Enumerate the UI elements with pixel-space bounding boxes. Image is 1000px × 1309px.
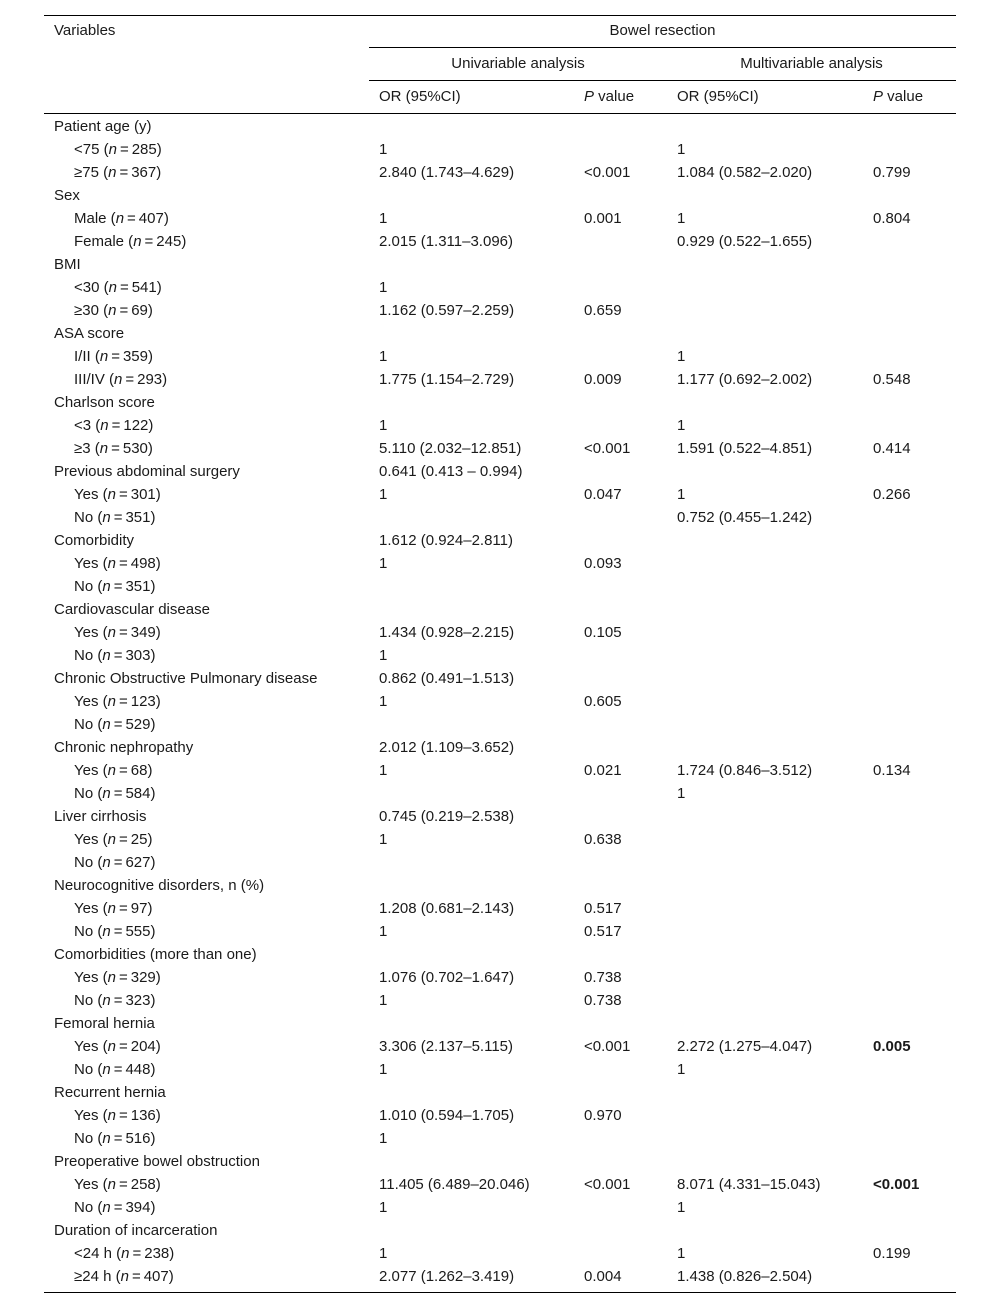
table-section-row: [44, 460, 956, 483]
table-row: [44, 920, 956, 943]
section-label: Preoperative bowel obstruction: [54, 1153, 260, 1170]
multi-p-cell: 0.804: [873, 210, 911, 227]
multi-or-cell: 1: [677, 210, 686, 227]
uni-or-cell: 2.840 (1.743–4.629): [379, 164, 515, 181]
uni-or-cell: 2.012 (1.109–3.652): [379, 739, 515, 756]
uni-p-cell: 0.970: [584, 1107, 622, 1124]
table-row: [44, 1196, 956, 1219]
n-count: 285: [131, 141, 157, 158]
n-count: 68: [130, 762, 148, 779]
table-row: [44, 345, 956, 368]
multi-or-cell: 1: [677, 1199, 686, 1216]
category-label: Yes (n = 329): [74, 969, 161, 986]
uni-or-cell: 1.076 (0.702–1.647): [379, 969, 515, 986]
header-uni-or: OR (95%CI): [379, 88, 461, 105]
multi-p-cell: 0.414: [873, 440, 911, 457]
category-label: No (n = 394): [74, 1199, 156, 1216]
uni-or-cell: 0.745 (0.219–2.538): [379, 808, 515, 825]
uni-or-cell: 3.306 (2.137–5.115): [379, 1038, 513, 1055]
n-count: 136: [130, 1107, 156, 1124]
n-count: 69: [131, 302, 148, 319]
header-multi-or: OR (95%CI): [677, 88, 759, 105]
n-count: 351: [125, 578, 151, 595]
category-label: No (n = 529): [74, 716, 156, 733]
n-count: 359: [122, 348, 148, 365]
table-row: [44, 299, 956, 322]
uni-p-cell: 0.004: [584, 1268, 622, 1285]
multi-or-cell: 1: [677, 785, 686, 802]
section-label: Charlson score: [54, 394, 155, 411]
n-count: 584: [125, 785, 151, 802]
n-count: 448: [125, 1061, 151, 1078]
n-count: 238: [144, 1245, 170, 1262]
table-row: [44, 828, 956, 851]
category-label: Yes (n = 68): [74, 762, 153, 779]
uni-or-cell: 1.434 (0.928–2.215): [379, 624, 515, 641]
section-label: Cardiovascular disease: [54, 601, 210, 618]
uni-or-cell: 1: [379, 486, 388, 503]
section-label: Neurocognitive disorders, n (%): [54, 877, 265, 894]
table-row: [44, 552, 956, 575]
uni-p-cell: 0.047: [584, 486, 622, 503]
category-label: Yes (n = 25): [74, 831, 153, 848]
multi-p-cell: 0.134: [873, 762, 911, 779]
category-label: No (n = 323): [74, 992, 156, 1009]
uni-p-cell: 0.001: [584, 210, 622, 227]
n-count: 97: [130, 900, 148, 917]
category-label: <24 h (n = 238): [74, 1245, 175, 1262]
table-section-row: [44, 322, 956, 345]
category-label: No (n = 448): [74, 1061, 156, 1078]
multi-p-cell: 0.266: [873, 486, 911, 503]
table-row: [44, 1127, 956, 1150]
multi-or-cell: 1: [677, 417, 686, 434]
uni-p-cell: 0.093: [584, 555, 622, 572]
category-label: No (n = 303): [74, 647, 156, 664]
category-label: ≥24 h (n = 407): [74, 1268, 174, 1285]
category-label: III/IV (n = 293): [74, 371, 168, 388]
section-label: Comorbidities (more than one): [54, 946, 257, 963]
uni-or-cell: 1.612 (0.924–2.811): [379, 532, 513, 549]
table-row: [44, 759, 956, 782]
table-section-row: [44, 598, 956, 621]
table-row: [44, 1242, 956, 1265]
n-count: 258: [130, 1176, 156, 1193]
section-label: Sex: [54, 187, 80, 204]
category-label: Male (n = 407): [74, 210, 169, 227]
category-label: <30 (n = 541): [74, 279, 162, 296]
bottom-rule: [44, 1292, 956, 1293]
multi-or-cell: 1.724 (0.846–3.512): [677, 762, 813, 779]
table-section-row: [44, 943, 956, 966]
n-count: 25: [130, 831, 148, 848]
category-label: Yes (n = 498): [74, 555, 161, 572]
table-row: [44, 989, 956, 1012]
multi-or-cell: 0.752 (0.455–1.242): [677, 509, 813, 526]
table-row: [44, 1104, 956, 1127]
section-label: Chronic nephropathy: [54, 739, 194, 756]
uni-or-cell: 1: [379, 831, 388, 848]
multi-or-cell: 8.071 (4.331–15.043): [677, 1176, 821, 1193]
category-label: Yes (n = 123): [74, 693, 161, 710]
uni-p-cell: <0.001: [584, 1038, 631, 1055]
uni-or-cell: 1: [379, 210, 388, 227]
table-section-row: [44, 184, 956, 207]
multi-p-cell: 0.199: [873, 1245, 911, 1262]
table-row: [44, 276, 956, 299]
multi-or-cell: 2.272 (1.275–4.047): [677, 1038, 813, 1055]
header-univariable: Univariable analysis: [451, 55, 585, 72]
uni-p-cell: 0.605: [584, 693, 622, 710]
n-count: 303: [125, 647, 151, 664]
table-row: [44, 966, 956, 989]
header-variables: Variables: [54, 22, 116, 39]
uni-p-cell: 0.738: [584, 969, 622, 986]
n-count: 516: [125, 1130, 151, 1147]
n-count: 204: [130, 1038, 156, 1055]
section-label: Comorbidity: [54, 532, 135, 549]
section-label: Previous abdominal surgery: [54, 463, 240, 480]
header-uni-p: P value: [584, 88, 635, 105]
n-count: 367: [131, 164, 157, 181]
table-row: [44, 414, 956, 437]
multi-or-cell: 1.084 (0.582–2.020): [677, 164, 813, 181]
n-count: 555: [125, 923, 151, 940]
multi-p-cell: 0.548: [873, 371, 911, 388]
uni-p-cell: 0.638: [584, 831, 622, 848]
table-row: [44, 575, 956, 598]
section-label: ASA score: [54, 325, 125, 342]
table-row: [44, 621, 956, 644]
table-row: [44, 207, 956, 230]
category-label: Female (n = 245): [74, 233, 187, 250]
n-count: 530: [122, 440, 148, 457]
n-count: 529: [125, 716, 151, 733]
n-count: 329: [130, 969, 156, 986]
section-label: Femoral hernia: [54, 1015, 155, 1032]
table-section-row: [44, 1150, 956, 1173]
table-row: [44, 1265, 956, 1288]
table-section-row: [44, 391, 956, 414]
category-label: Yes (n = 258): [74, 1176, 161, 1193]
n-count: 293: [137, 371, 163, 388]
header-bottom-rule: [44, 113, 956, 114]
multi-or-cell: 1: [677, 1245, 686, 1262]
n-count: 498: [130, 555, 156, 572]
category-label: Yes (n = 349): [74, 624, 161, 641]
section-label: BMI: [54, 256, 81, 273]
category-label: ≥3 (n = 530): [74, 440, 153, 457]
multi-or-cell: 1: [677, 141, 686, 158]
section-label: Chronic Obstructive Pulmonary disease: [54, 670, 318, 687]
uni-or-cell: 1: [379, 1245, 388, 1262]
category-label: No (n = 351): [74, 509, 156, 526]
table-row: [44, 1035, 956, 1058]
uni-p-cell: 0.517: [584, 923, 622, 940]
uni-p-cell: 0.659: [584, 302, 622, 319]
top-rule: [44, 15, 956, 16]
header-bowel-resection: Bowel resection: [609, 22, 716, 39]
n-count: 541: [131, 279, 157, 296]
multi-p-cell: 0.005: [873, 1038, 911, 1055]
n-count: 122: [123, 417, 149, 434]
uni-or-cell: 1.208 (0.681–2.143): [379, 900, 515, 917]
category-label: No (n = 584): [74, 785, 156, 802]
n-count: 301: [130, 486, 156, 503]
uni-or-cell: 1.162 (0.597–2.259): [379, 302, 515, 319]
uni-p-cell: <0.001: [584, 440, 631, 457]
uni-or-cell: 1: [379, 647, 388, 664]
table-row: [44, 368, 956, 391]
n-count: 123: [130, 693, 156, 710]
table-section-row: [44, 1219, 956, 1242]
n-count: 407: [138, 210, 164, 227]
category-label: ≥75 (n = 367): [74, 164, 162, 181]
uni-or-cell: 0.862 (0.491–1.513): [379, 670, 515, 687]
multi-or-cell: 1: [677, 486, 686, 503]
section-label: Patient age (y): [54, 118, 152, 135]
uni-or-cell: 1: [379, 1130, 388, 1147]
uni-or-cell: 1: [379, 279, 388, 296]
uni-p-cell: <0.001: [584, 1176, 631, 1193]
uni-or-cell: 1.010 (0.594–1.705): [379, 1107, 515, 1124]
n-count: 351: [125, 509, 151, 526]
table-section-row: [44, 736, 956, 759]
category-label: <3 (n = 122): [74, 417, 154, 434]
table-row: [44, 437, 956, 460]
table-row: [44, 851, 956, 874]
uni-or-cell: 1: [379, 1199, 388, 1216]
category-label: No (n = 516): [74, 1130, 156, 1147]
category-label: No (n = 627): [74, 854, 156, 871]
uni-p-cell: <0.001: [584, 164, 631, 181]
subgroup-rule: [369, 80, 956, 81]
uni-or-cell: 2.015 (1.311–3.096): [379, 233, 513, 250]
uni-or-cell: 1: [379, 141, 388, 158]
category-label: No (n = 555): [74, 923, 156, 940]
table-section-row: [44, 1081, 956, 1104]
n-count: 323: [125, 992, 151, 1009]
table-section-row: [44, 805, 956, 828]
uni-p-cell: 0.009: [584, 371, 622, 388]
table-section-row: [44, 529, 956, 552]
multi-p-cell: <0.001: [873, 1176, 920, 1193]
multi-or-cell: 1.177 (0.692–2.002): [677, 371, 813, 388]
uni-or-cell: 1: [379, 923, 388, 940]
table-section-row: [44, 667, 956, 690]
multi-or-cell: 0.929 (0.522–1.655): [677, 233, 813, 250]
multi-or-cell: 1.438 (0.826–2.504): [677, 1268, 813, 1285]
uni-or-cell: 2.077 (1.262–3.419): [379, 1268, 515, 1285]
table-row: [44, 230, 956, 253]
n-count: 349: [130, 624, 156, 641]
uni-or-cell: 11.405 (6.489–20.046): [379, 1176, 530, 1193]
table-section-row: [44, 1012, 956, 1035]
category-label: Yes (n = 301): [74, 486, 161, 503]
uni-p-cell: 0.105: [584, 624, 622, 641]
table-row: [44, 161, 956, 184]
uni-or-cell: 1: [379, 555, 388, 572]
section-label: Duration of incarceration: [54, 1222, 218, 1239]
uni-p-cell: 0.021: [584, 762, 622, 779]
uni-p-cell: 0.738: [584, 992, 622, 1009]
table-row: [44, 1058, 956, 1081]
section-label: Recurrent hernia: [54, 1084, 166, 1101]
uni-p-cell: 0.517: [584, 900, 622, 917]
header-multi-p: P value: [873, 88, 924, 105]
uni-or-cell: 1: [379, 762, 388, 779]
uni-or-cell: 5.110 (2.032–12.851): [379, 440, 522, 457]
table-row: [44, 782, 956, 805]
category-label: Yes (n = 204): [74, 1038, 161, 1055]
uni-or-cell: 1.775 (1.154–2.729): [379, 371, 515, 388]
uni-or-cell: 1: [379, 348, 388, 365]
header-multivariable: Multivariable analysis: [740, 55, 883, 72]
n-count: 394: [125, 1199, 151, 1216]
table-section-row: [44, 115, 956, 138]
uni-or-cell: 1: [379, 1061, 388, 1078]
table-section-row: [44, 253, 956, 276]
n-count: 245: [156, 233, 182, 250]
uni-or-cell: 1: [379, 417, 388, 434]
table-row: [44, 506, 956, 529]
table-section-row: [44, 874, 956, 897]
table-row: [44, 483, 956, 506]
section-label: Liver cirrhosis: [54, 808, 147, 825]
category-label: Yes (n = 97): [74, 900, 153, 917]
group-rule: [369, 47, 956, 48]
multi-p-cell: 0.799: [873, 164, 911, 181]
category-label: <75 (n = 285): [74, 141, 162, 158]
uni-or-cell: 1: [379, 693, 388, 710]
category-label: ≥30 (n = 69): [74, 302, 153, 319]
multi-or-cell: 1.591 (0.522–4.851): [677, 440, 813, 457]
uni-or-cell: 1: [379, 992, 388, 1009]
table-row: [44, 138, 956, 161]
n-count: 627: [125, 854, 151, 871]
category-label: No (n = 351): [74, 578, 156, 595]
table-row: [44, 1173, 956, 1196]
table-row: [44, 713, 956, 736]
uni-or-cell: 0.641 (0.413 – 0.994): [379, 463, 523, 480]
n-count: 407: [143, 1268, 169, 1285]
multi-or-cell: 1: [677, 1061, 686, 1078]
table-row: [44, 690, 956, 713]
category-label: Yes (n = 136): [74, 1107, 161, 1124]
multi-or-cell: 1: [677, 348, 686, 365]
table-row: [44, 897, 956, 920]
table-row: [44, 644, 956, 667]
category-label: I/II (n = 359): [74, 348, 153, 365]
